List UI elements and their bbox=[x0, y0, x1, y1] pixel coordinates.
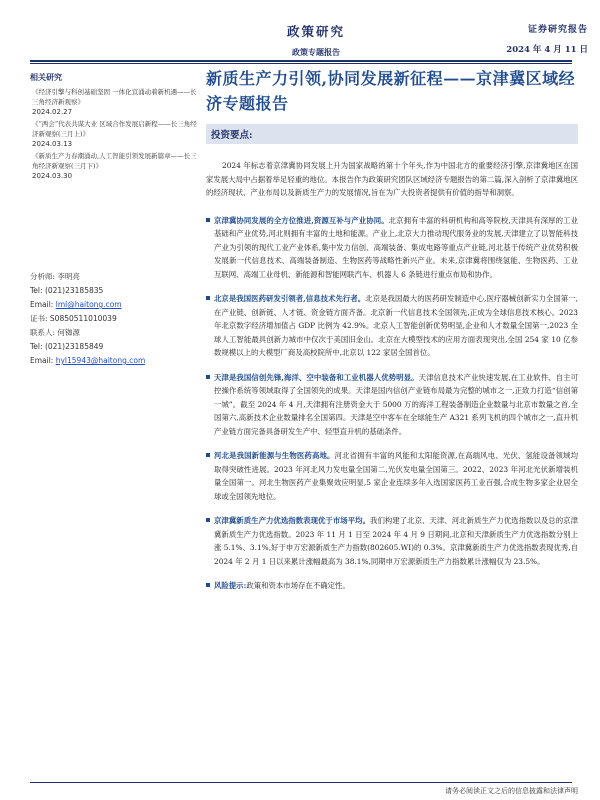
bullet-square-icon bbox=[206, 218, 210, 222]
related-item-date: 2024.03.13 bbox=[32, 139, 73, 148]
report-date: 2024 年 4 月 11 日 bbox=[506, 45, 588, 55]
investment-highlights-label: 投资要点: bbox=[211, 130, 253, 141]
brand-title: 政策研究 bbox=[286, 24, 345, 39]
report-subtitle: 政策专题报告 bbox=[292, 47, 340, 57]
related-item-date: 2024.02.27 bbox=[32, 107, 73, 116]
bullet-item bbox=[206, 214, 578, 282]
bullet-square-icon bbox=[206, 296, 210, 300]
intro-paragraph: 2024 年标志着京津冀协同发展上升为国家战略的第十个年头,作为中国北方的重要经济引擎,京津冀地区在国家发展大局中占据着举足轻重的地位。本报告作为政策研究团队区域经济专题报告的第二篇,深入剖析了京津冀地区的经济现状、产业布局以及新质生产力的发展情况,旨在为广大投资者提供有价值的指导和洞察。 bbox=[206, 161, 578, 197]
related-item-text: 《“两会”代表共谋大业 区域合作发展启新程——长三角经济新观察(三月上)》 bbox=[32, 119, 197, 138]
bullet-item bbox=[206, 514, 578, 568]
bullet-square-icon bbox=[206, 518, 210, 522]
bullet-lead: 京津冀新质生产力优选指数表现优于市场平均。 bbox=[214, 516, 371, 525]
analyst-row bbox=[30, 270, 198, 284]
bullet-list bbox=[206, 214, 578, 593]
bullet-lead: 京津冀协同发展的全方位推进,资源互补与产业协同。 bbox=[214, 215, 389, 225]
report-title: 新质生产力引领,协同发展新征程——京津冀区域经济专题报告 bbox=[206, 69, 576, 113]
bullet-lead: 风险提示: bbox=[214, 581, 247, 590]
analyst-name: 李明亮 bbox=[57, 272, 80, 281]
related-research-title: 相关研究 bbox=[30, 72, 62, 82]
contact-name: 何铷源 bbox=[57, 328, 80, 337]
bullet-item bbox=[206, 579, 578, 593]
email-label: Email: bbox=[30, 300, 54, 309]
email2-link[interactable]: hyl15943@haitong.com bbox=[55, 356, 146, 365]
bullet-item bbox=[206, 292, 578, 360]
header-meta-block bbox=[448, 22, 588, 55]
related-item[interactable] bbox=[32, 119, 198, 149]
tel-value: (021)23185835 bbox=[44, 286, 104, 295]
related-item[interactable] bbox=[32, 87, 198, 117]
related-item[interactable] bbox=[32, 151, 198, 181]
bullet-text: 天津信息技术产业快速发展,在工业软件、自主可控操作系统等领域取得了全国领先的成果。天津是国内信创产业链布局最为完整的城市之一,正致力打造“信创第一城”。截至 2024 年 4 月,天津拥有注册资金大于 5000 万的海洋工程装备制造企业数量与北京市数量之首,全国第六,高新技术企业数量排名全国第四。天津是空中客车在全球能生产 A321 系列飞机的四个城市之一,直升机产业链方面完备具备研发生产中、轻型直升机的基础条件。 bbox=[214, 372, 578, 436]
tel2-row bbox=[30, 340, 198, 354]
email-row bbox=[30, 298, 198, 312]
bullet-text: 政策和资本市场存在不确定性。 bbox=[246, 581, 350, 590]
footer-divider bbox=[30, 782, 572, 783]
bullet-item bbox=[206, 371, 578, 439]
header-divider-thin bbox=[30, 63, 572, 64]
tel2-value: (021)23185849 bbox=[44, 342, 104, 351]
bullet-text: 我们构建了北京、天津、河北新质生产力优选指数以及总的京津冀新质生产力优选指数。2023 年 11 月 1 日至 2024 年 4 月 9 日期间,北京和天津新质生产力优选指数分别上涨 5.1%、3.1%,好于申万宏源新质生产力指数(802605.WI)的 0.3%。京津冀新质生产力优选指数表现优秀,自 2024 年 2 月 1 日以来累计涨幅最高为 38.1%,同期申万宏源新质生产力指数累计涨幅仅为 23.5%。 bbox=[214, 516, 578, 566]
cert-label: 证书: bbox=[30, 314, 48, 323]
analyst-info bbox=[30, 270, 198, 368]
bullet-lead: 河北是我国新能源与生物医药高地。 bbox=[214, 451, 335, 460]
bullet-square-icon bbox=[206, 453, 210, 457]
report-type: 证券研究报告 bbox=[527, 25, 588, 35]
email-link[interactable]: lml@haitong.com bbox=[55, 300, 122, 309]
related-item-date: 2024.03.30 bbox=[32, 171, 73, 180]
footer-disclaimer: 请务必阅读正文之后的信息披露和法律声明 bbox=[445, 787, 578, 795]
header-divider bbox=[30, 60, 572, 62]
bullet-text: 河北省拥有丰富的风能和太阳能资源,在高端风电、光伏、氢能设备领域均取得突破性进展。2023 年河北风力发电量全国第二,光伏发电量全国第三。2022、2023 年河北光伏新增装机量全国第一。河北生物医药产业集聚效应明显,5 家企业连续多年入选国家医药工业百强,合成生物多家企业居全球或全国领先地位。 bbox=[214, 451, 578, 501]
email2-row bbox=[30, 354, 198, 368]
sidebar bbox=[30, 72, 198, 183]
investment-highlights-bar bbox=[206, 124, 578, 144]
email2-label: Email: bbox=[30, 356, 54, 365]
contact-label: 联系人: bbox=[30, 328, 56, 337]
bullet-text: 北京拥有丰富的科研机构和高等院校,天津具有深厚的工业基础和产业优势,河北则拥有丰富的土地和能源。产业上,北京大力推动现代服务业的发展,天津建立了以智能科技产业为引领的现代工业产业体系,集中发力信创、高端装备、集成电路等重点产业链,河北基于传统产业优势积极发展新一代信息技术、高端装备制造、生物医药等战略性新兴产业。未来,京津冀将围绕氢能、生物医药、工业互联网、高端工业母机、新能源和智能网联汽车、机器人 6 条链进行重点布局和协作。 bbox=[214, 215, 578, 279]
cert-value: S0850511010039 bbox=[49, 314, 117, 323]
related-item-text: 《新质生产力春潮涌动,人工智能引领发展新篇章——长三角经济新观察(三月下)》 bbox=[32, 151, 197, 170]
bullet-lead: 天津是我国信创先锋,海洋、空中装备和工业机器人优势明显。 bbox=[214, 372, 419, 382]
header-brand-block bbox=[256, 22, 376, 58]
bullet-square-icon bbox=[206, 583, 210, 587]
analyst-label: 分析师: bbox=[30, 272, 56, 281]
bullet-text: 北京是我国最大的医药研发制造中心,医疗器械创新实力全国第一,在产业链、创新链、人才链、资金链方面齐备。北京新一代信息技术全国领先,正成为全球信息技术核心。2023 年北京数字经济增加值占 GDP 比例为 42.9%。北京人工智能创新优势明显,企业和人才数量全国第一,2023 全球人工智能最具创新力城市中仅次于美国旧金山。北京在大模型技术的应用方面表现突出,全国 254 家 10 亿参数规模以上的大模型厂商及高校院所中,北京以 122 家居全国首位。 bbox=[214, 294, 578, 357]
tel-label: Tel: bbox=[30, 286, 43, 295]
tel-row bbox=[30, 284, 198, 298]
bullet-lead: 北京是我国医药研发引领者,信息技术先行者。 bbox=[214, 294, 366, 303]
related-item-text: 《经济引擎与科创基础坚固 一体化宣涌动着新机遇——长三角经济新观察》 bbox=[32, 87, 197, 106]
main-content bbox=[206, 66, 578, 604]
contact-row bbox=[30, 326, 198, 340]
cert-row bbox=[30, 312, 198, 326]
related-research-list bbox=[30, 87, 198, 181]
bullet-square-icon bbox=[206, 375, 210, 379]
bullet-item bbox=[206, 449, 578, 503]
tel2-label: Tel: bbox=[30, 342, 43, 351]
